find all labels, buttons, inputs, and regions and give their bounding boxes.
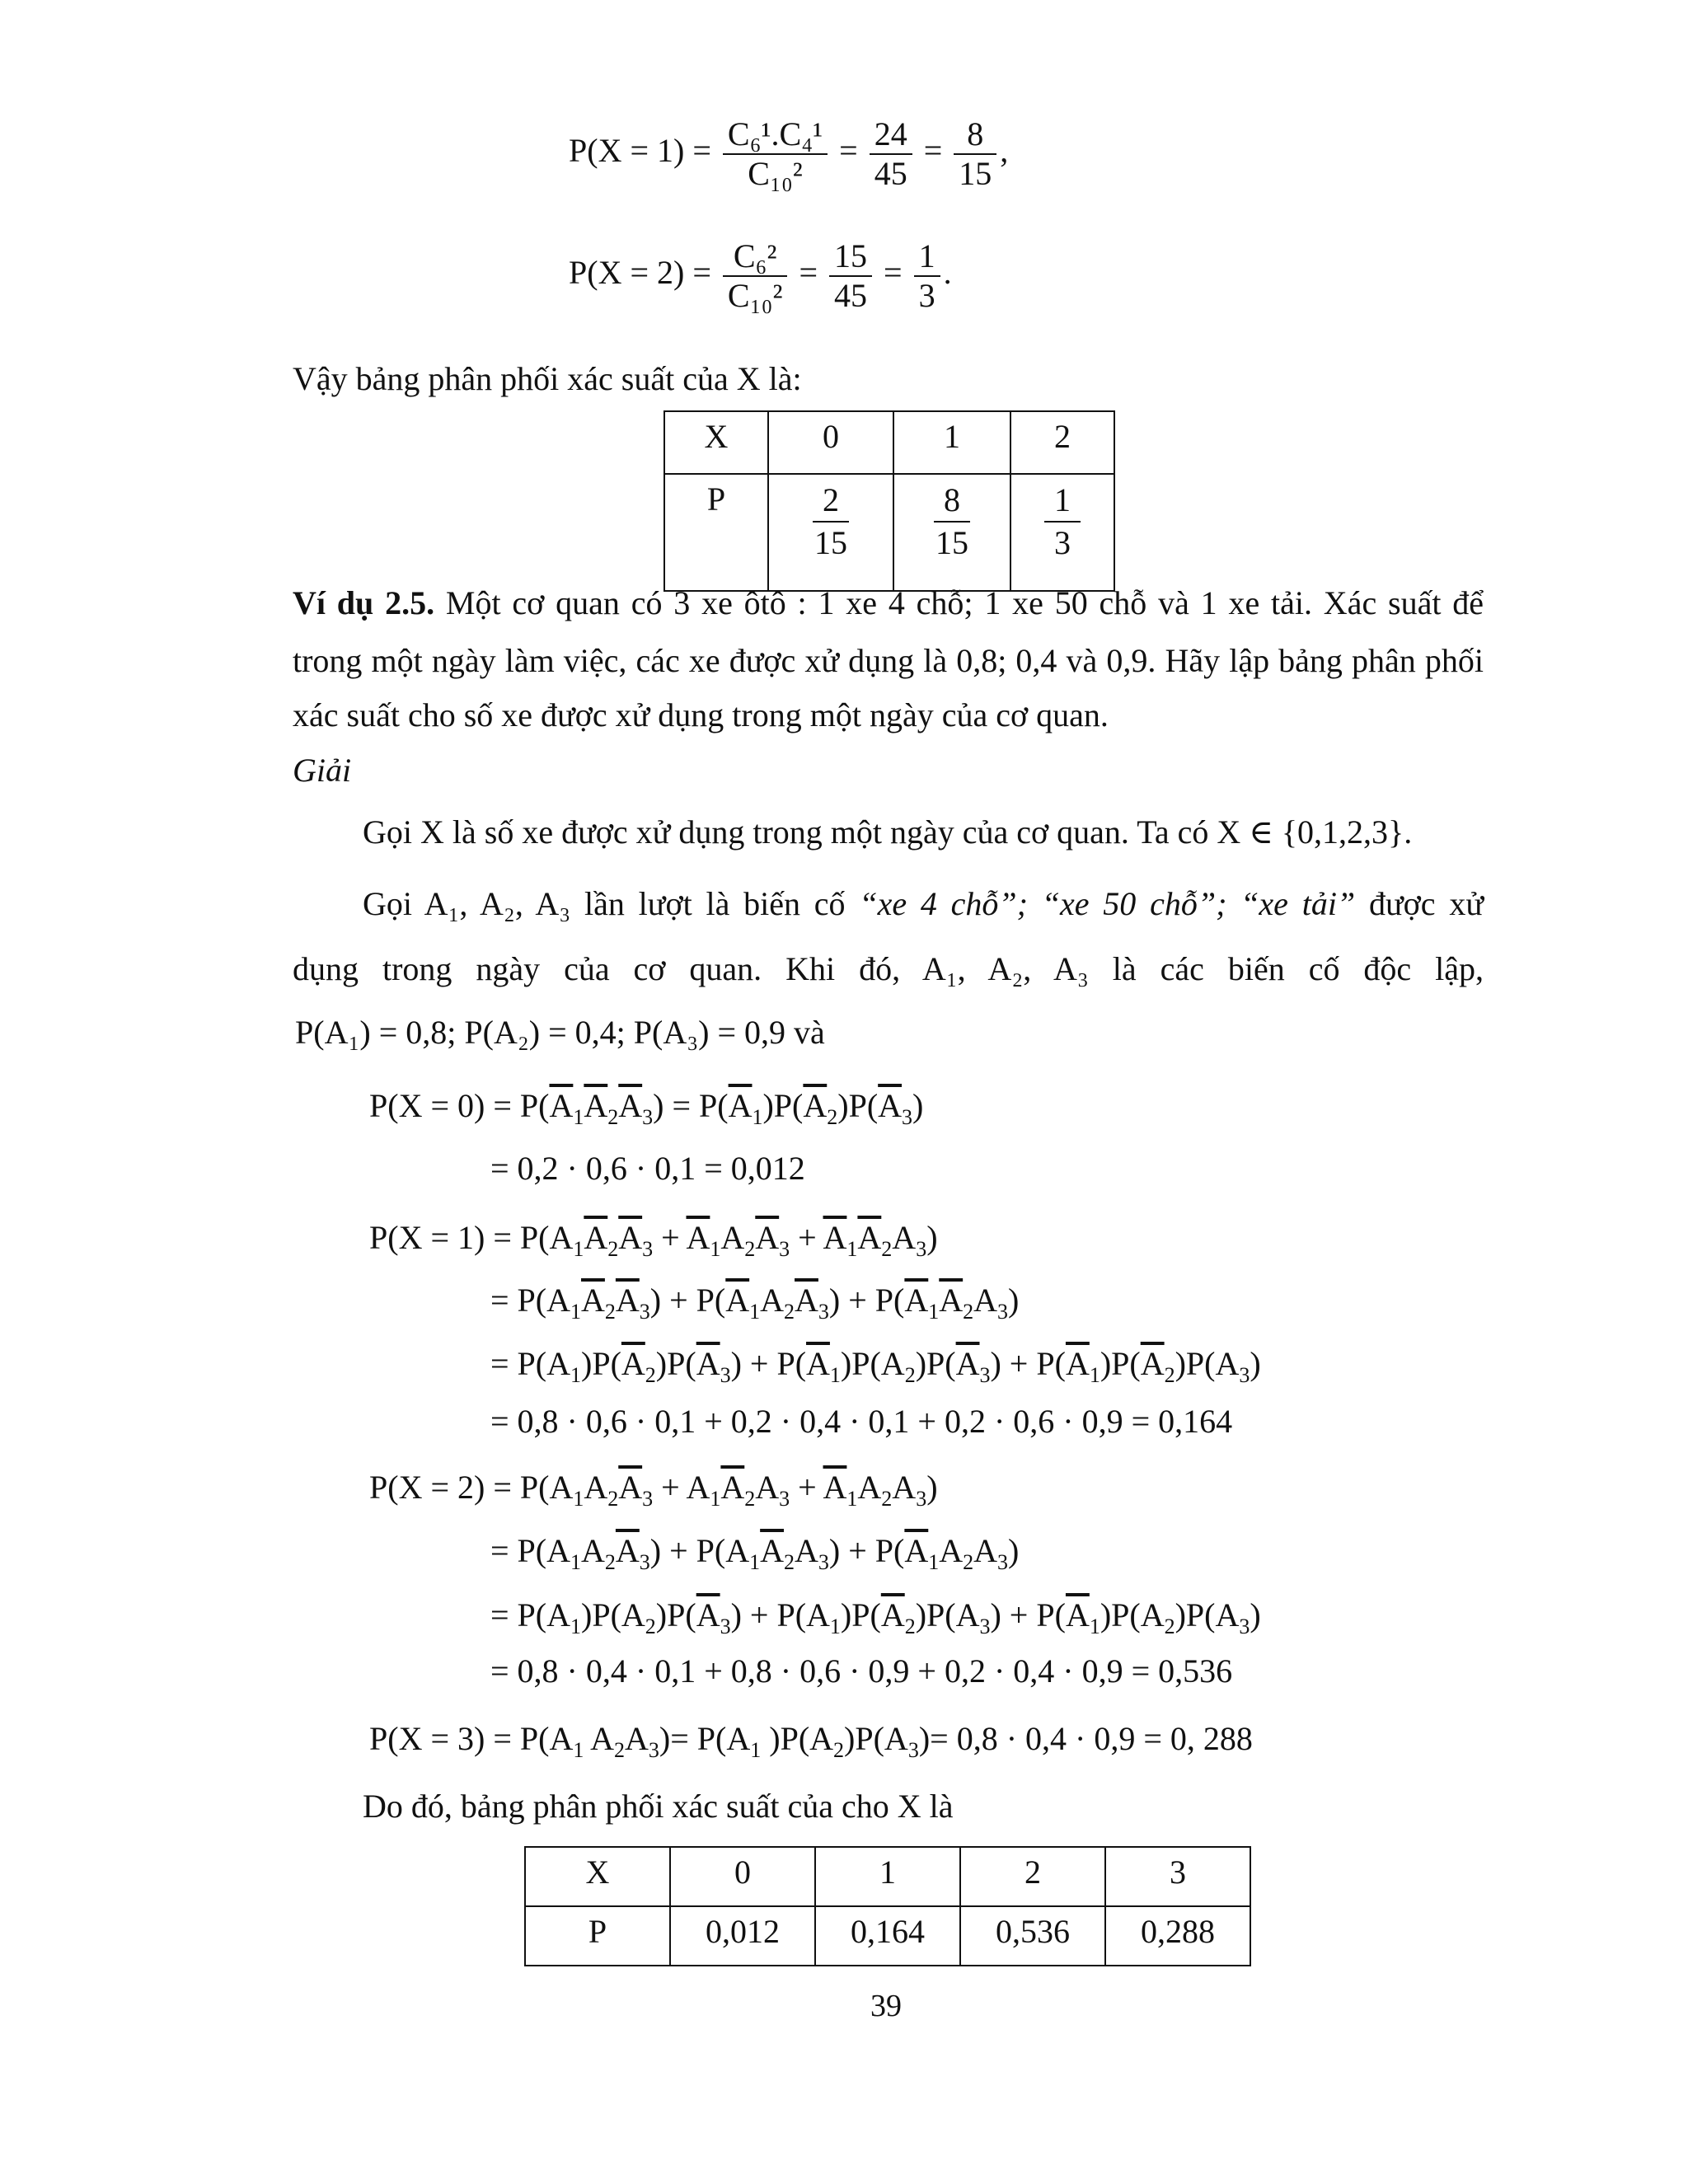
fraction: $\frac{2}{15}$ [814,481,847,561]
formula-px2-result: = 0,8 · 0,4 · 0,1 + 0,8 · 0,6 · 0,9 + 0,2 · 0,4 · 0,9 = 0,536 [490,1652,1233,1690]
formula-px2-step2: = $P(A_1A_2\overline{A}_3) + P(A_1\overline{A}_2A_3) + P(\overline{A}_1A_2A_3)$ [490,1532,1020,1574]
solution-line-2: Gọi A₁, A₂, A₃ lần lượt là biến cố “xe 4 chỗ”; “xe 50 chỗ”; “xe tải” được xử [363,885,1484,922]
solution-line-1: Gọi X là số xe được xử dụng trong một ngày của cơ quan. Ta có X ∈ {0,1,2,3}. [363,813,1413,851]
fraction: $\frac{1}{3}$ [914,237,940,315]
example-line-3: xác suất cho số xe được xử dụng trong một ngày của cơ quan. [293,696,1109,733]
solution-line-3: dụng trong ngày của cơ quan. Khi đó, A₁, A₂, A₃ là các biến cố độc lập, [293,950,1484,987]
formula-px2: P(X = 2) = $\frac{\text{C₆²}}{\text{C₁₀²}}$ = $\frac{15}{45}$ = $\frac{1}{3}$ . [569,237,952,314]
page-number: 39 [870,1989,902,2023]
fraction: $\frac{24}{45}$ [870,115,912,193]
formula-px2-expand: $P(X = 2) = P(A_1A_2\overline{A}_3 + A_1\overline{A}_2A_3 + \overline{A}_1A_2A_3)$ [369,1469,938,1511]
fraction: $\frac{1}{3}$ [1044,480,1081,564]
distribution-table-2 [524,1846,1251,1966]
solution-label: Giải [293,752,352,789]
example-line-1: Ví dụ 2.5. Một cơ quan có 3 xe ôtô : 1 xe 4 chỗ; 1 xe 50 chỗ và 1 xe tải. Xác suất để [293,584,1484,621]
table-row: X 0 1 2 3 [525,1847,1250,1906]
formula-px1-result: = 0,8 · 0,6 · 0,1 + 0,2 · 0,4 · 0,1 + 0,2 · 0,6 · 0,9 = 0,164 [490,1403,1233,1440]
formula-px1-step2: = $P(A_1\overline{A}_2\overline{A}_3) + P(\overline{A}_1A_2\overline{A}_3) + P(\overline{A}_1\overline{A}_2A_3)$ [490,1282,1020,1324]
distribution-table-1 [663,410,1115,592]
table-row: P $\frac{2}{15}$ $\frac{8}{15}$ $\frac{1}{3}$ [664,474,1114,591]
formula-px2-step3: = $P(A_1)P(A_2)P(\overline{A}_3) + P(A_1)P(\overline{A}_2)P(A_3) + P(\overline{A}_1)P(A_2)P(A_3)$ [490,1596,1261,1638]
formula-px1-expand: $P(X = 1) = P(A_1\overline{A}_2\overline{A}_3 + \overline{A}_1A_2\overline{A}_3 + \overline{A}_1\overline{A}_2A_3)$ [369,1219,938,1261]
table1-intro: Vậy bảng phân phối xác suất của X là: [293,360,802,397]
formula-px1-step3: = $P(A_1)P(\overline{A}_2)P(\overline{A}_3) + P(\overline{A}_1)P(A_2)P(\overline{A}_3) + P(\overline{A}_1)P(\overline{A}_2)P(A_3)$ [490,1345,1261,1387]
table2-intro: Do đó, bảng phân phối xác suất của cho X là [363,1788,954,1825]
solution-line-4: P(A₁) = 0,8; P(A₂) = 0,4; P(A₃) = 0,9 và [295,1014,825,1051]
formula-px0: $P(X = 0) = P(\overline{A}_1\overline{A}_2\overline{A}_3) = P(\overline{A}_1)P(\overline{A}_2)P(\overline{A}_3)$ [369,1087,924,1129]
fraction: $\frac{8}{15}$ [935,481,968,561]
fraction: $\frac{8}{15}$ [954,115,996,193]
formula-px1: P(X = 1) = $\frac{\text{C₆¹.C₄¹}}{\text{C₁₀²}}$ = $\frac{24}{45}$ = $\frac{8}{15}$ , [569,115,1009,192]
table-row: P 0,012 0,164 0,536 0,288 [525,1906,1250,1966]
fraction: $\frac{\text{C₆¹.C₄¹}}{\text{C₁₀²}}$ [723,115,828,193]
formula-px0-result: = 0,2 · 0,6 · 0,1 = 0,012 [490,1150,805,1187]
example-line-2: trong một ngày làm việc, các xe được xử dụng là 0,8; 0,4 và 0,9. Hãy lập bảng phân phối [293,642,1484,679]
formula-px3: $P(X = 3) = P(A_1$ $A_2A_3)= P(A_1$ )$P(A_2)P(A_3)= 0,8 \cdot 0,4 \cdot 0,9 = 0$, 288 [369,1720,1253,1762]
fraction: $\frac{15}{45}$ [829,237,872,315]
table-row: X 0 1 2 [664,411,1114,474]
fraction: $\frac{\text{C₆²}}{\text{C₁₀²}}$ [723,237,788,315]
